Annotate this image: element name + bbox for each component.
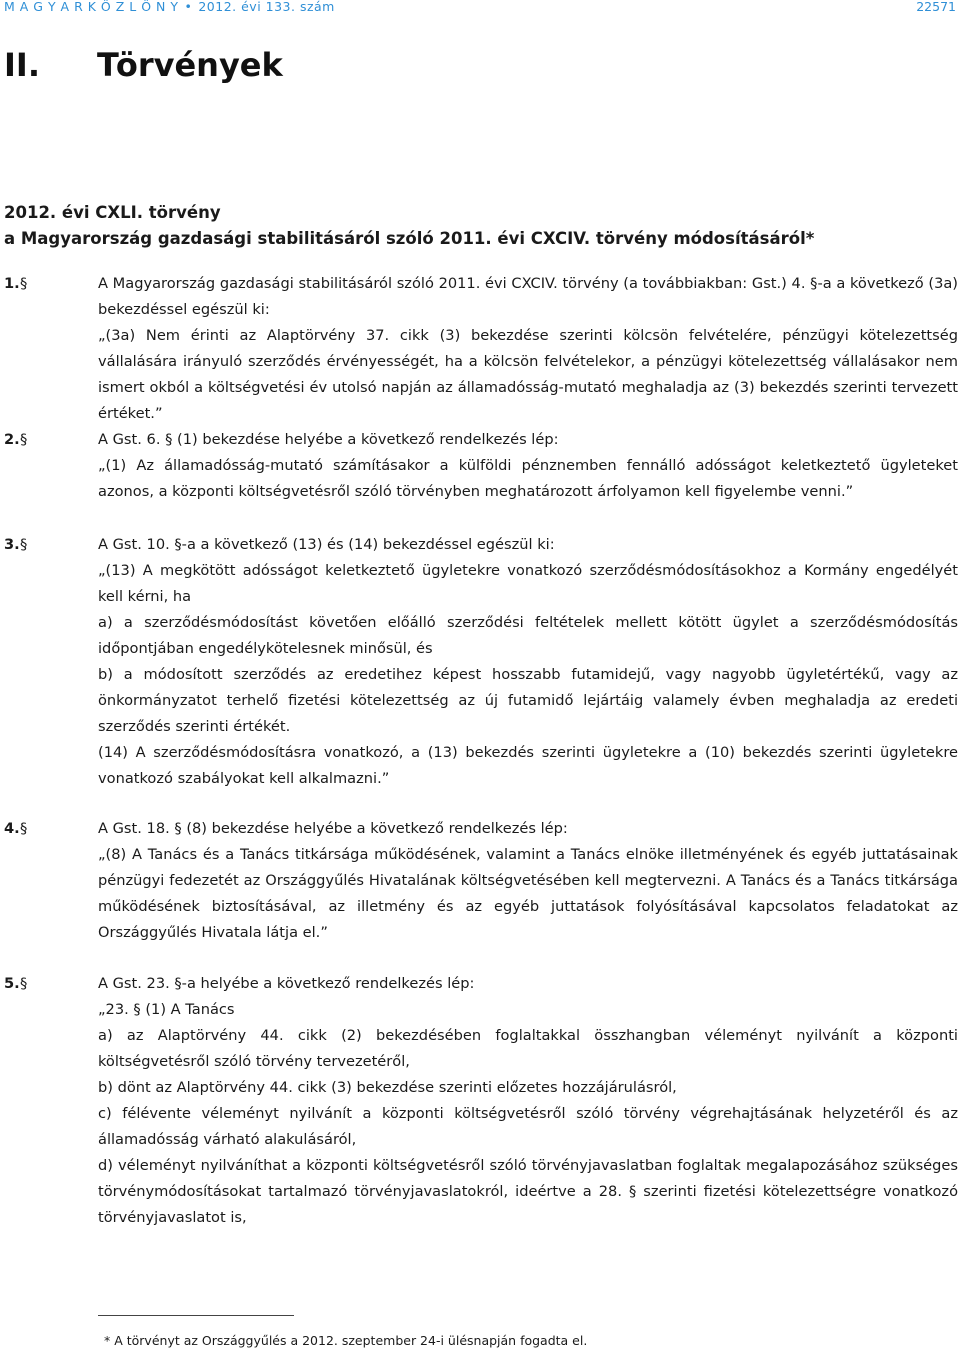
section-paragraph: a) a szerződésmódosítást követően előálló szerződési feltételek mellett kötött ügylet a szerződésmódosítás időpontjában engedélykötelesnek minősül, és xyxy=(98,614,958,657)
running-header xyxy=(4,0,956,14)
section-paragraph: d) véleményt nyilváníthat a központi költségvetésről szóló törvényjavaslatban foglaltak megalapozásához szükséges törvénymódosításokat tartalmazó törvényjavaslatokról, ideértve a 28. § szerinti fizetési kötelezettségre vonatkozó törvényjavaslatot is, xyxy=(98,1157,958,1226)
section-paragraph: „(1) Az államadósság-mutató számításakor a külföldi pénznemben fennálló adósságot keletkeztető ügyleteket azonos, a központi költségvetésről szóló törvényben meghatározott árfolyamon kell figyelembe venni.” xyxy=(98,457,958,500)
section-paragraph: b) dönt az Alaptörvény 44. cikk (3) bekezdése szerinti előzetes hozzájárulásról, xyxy=(98,1079,677,1096)
section-1 xyxy=(4,271,958,427)
section-5 xyxy=(4,971,958,1231)
section-paragraph: „23. § (1) A Tanács xyxy=(98,1001,235,1018)
section-body xyxy=(98,816,958,946)
chapter-number: II. xyxy=(4,46,40,84)
running-header-left xyxy=(4,0,335,14)
section-3 xyxy=(4,532,958,792)
section-number: 3. xyxy=(4,536,20,553)
section-body xyxy=(98,532,958,792)
section-2 xyxy=(4,427,958,505)
section-sign: § xyxy=(20,820,28,837)
section-sign: § xyxy=(20,975,28,992)
publication-name: M A G Y A R K Ö Z L Ö N Y xyxy=(4,0,179,14)
section-paragraph: „(8) A Tanács és a Tanács titkársága működésének, valamint a Tanács elnöke illetményének és egyéb juttatásainak pénzügyi fedezetét az Országgyűlés Hivatalának költségvetésében kell megtervezni. A Tanács és a Tanács titkársága működésének biztosításával, az illetmény és az egyéb juttatások folyósításával kapcsolatos feladatokat az Országgyűlés Hivatala látja el.” xyxy=(98,846,958,941)
chapter-title: Törvények xyxy=(97,46,283,84)
section-sign: § xyxy=(20,536,28,553)
section-number: 4. xyxy=(4,820,20,837)
section-paragraph: b) a módosított szerződés az eredetihez képest hosszabb futamidejű, vagy nagyobb ügyletértékű, vagy az önkormányzatot terhelő fizetési kötelezettség az új futamidő lejártáig valamely évben meghaladja az eredeti szerződés szerinti értékét. xyxy=(98,666,958,735)
section-body xyxy=(98,971,958,1231)
section-paragraph: c) félévente véleményt nyilvánít a központi költségvetésről szóló törvény végrehajtásának helyzetéről és az államadósság várható alakulásáról, xyxy=(98,1105,958,1148)
section-paragraph: A Gst. 23. §-a helyébe a következő rendelkezés lép: xyxy=(98,975,475,992)
section-paragraph: „(13) A megkötött adósságot keletkeztető ügyletekre vonatkozó szerződésmódosításokhoz a Kormány engedélyét kell kérni, ha xyxy=(98,562,958,605)
section-paragraph: A Gst. 10. §-a a következő (13) és (14) bekezdéssel egészül ki: xyxy=(98,536,555,553)
section-body xyxy=(98,427,958,505)
section-paragraph: (14) A szerződésmódosításra vonatkozó, a (13) bekezdés szerinti ügyletekre a (10) bekezdés szerinti ügyletekre vonatkozó szabályokat kell alkalmazni.” xyxy=(98,744,958,787)
section-paragraph: „(3a) Nem érinti az Alaptörvény 37. cikk (3) bekezdése szerinti kölcsön felvételére, pénzügyi kötelezettség vállalására irányuló szerződés érvényességét, ha a kölcsön felvételekor, a pénzügyi kötelezettség vállalásakor nem ismert okból a költségvetési év utolsó napján az államadósság-mutató meghaladja az (3) bekezdés szerinti tervezett értéket.” xyxy=(98,327,958,422)
section-paragraph: A Gst. 6. § (1) bekezdése helyébe a következő rendelkezés lép: xyxy=(98,431,559,448)
section-sign: § xyxy=(20,431,28,448)
section-number: 1. xyxy=(4,275,20,292)
page-number: 22571 xyxy=(916,0,956,14)
section-body xyxy=(98,271,958,427)
footnote: * A törvényt az Országgyűlés a 2012. szeptember 24-i ülésnapján fogadta el. xyxy=(104,1333,588,1348)
law-title-line-1: 2012. évi CXLI. törvény xyxy=(4,203,221,222)
law-title-line-2: a Magyarország gazdasági stabilitásáról szóló 2011. évi CXCIV. törvény módosításáról* xyxy=(4,229,815,248)
header-bullet: • xyxy=(184,0,193,14)
section-paragraph: a) az Alaptörvény 44. cikk (2) bekezdésében foglaltakkal összhangban véleményt nyilvánít a központi költségvetésről szóló törvény tervezetéről, xyxy=(98,1027,958,1070)
section-sign: § xyxy=(20,275,28,292)
section-paragraph: A Gst. 18. § (8) bekezdése helyébe a következő rendelkezés lép: xyxy=(98,820,568,837)
section-4 xyxy=(4,816,958,946)
footnote-divider xyxy=(98,1315,294,1316)
section-number: 5. xyxy=(4,975,20,992)
section-number: 2. xyxy=(4,431,20,448)
issue-number: 2012. évi 133. szám xyxy=(198,0,335,14)
section-paragraph: A Magyarország gazdasági stabilitásáról szóló 2011. évi CXCIV. törvény (a továbbiakban: Gst.) 4. §-a a következő (3a) bekezdéssel egészül ki: xyxy=(98,275,958,318)
